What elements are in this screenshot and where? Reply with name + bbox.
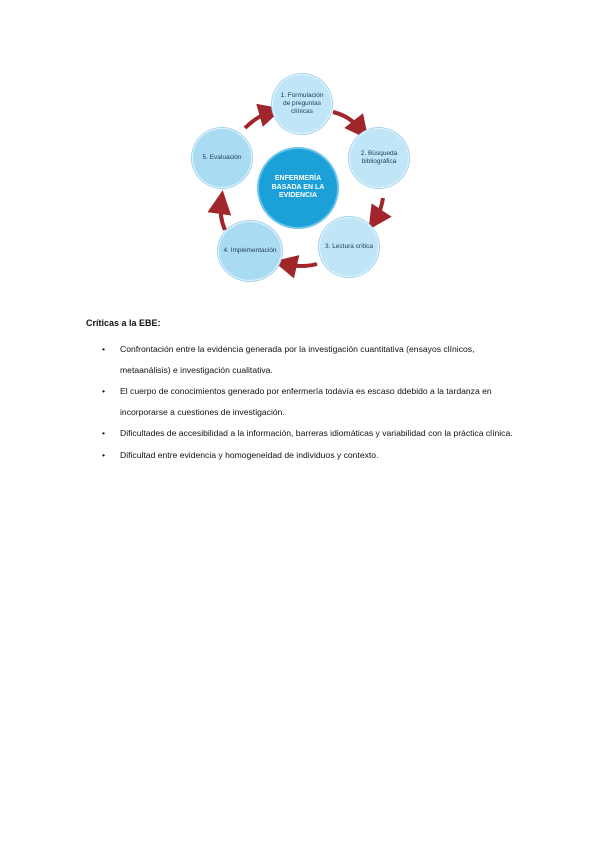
bullet-marker: •: [102, 344, 106, 354]
center-node: [257, 147, 339, 229]
arrow-2-3: [375, 198, 383, 220]
step-node-4-label: 4. Implementación: [223, 247, 277, 254]
arrow-3-4: [285, 264, 317, 266]
bullet-marker: •: [102, 449, 106, 460]
list-item: [86, 423, 526, 444]
list-item-text: El cuerpo de conocimientos generado por enfermería todavía es escaso ddebido a la tardanza en incorporarse a cuestiones de investigación.: [120, 386, 492, 417]
list-item-text: Confrontación entre la evidencia generada por la investigación cuantitativa (ensayos clínicos, metaanálisis) e investigación cualitativa.: [120, 344, 475, 375]
ebe-cycle-diagram: [185, 68, 415, 283]
arrow-1-2: [333, 112, 361, 130]
criticisms-section: [86, 318, 526, 466]
center-node-label: ENFERMERÍA BASADA EN LA EVIDENCIA: [271, 175, 325, 200]
step-node-2: [349, 128, 409, 188]
step-node-3: [319, 217, 379, 277]
arrow-4-5: [221, 202, 226, 230]
step-node-3-label: 3. Lectura crítica: [324, 243, 374, 250]
bullet-marker: •: [102, 428, 106, 438]
step-node-5-label: 5. Evaluación: [202, 154, 242, 161]
step-node-1-label: 1. Formulación de preguntas clínicas: [280, 92, 324, 115]
arrow-5-1: [245, 112, 271, 128]
list-item-text: Dificultades de accesibilidad a la información, barreras idiomáticas y variabilidad con la práctica clínica.: [120, 428, 513, 438]
step-node-1: [272, 74, 332, 134]
step-node-5: [192, 128, 252, 188]
bullet-marker: •: [102, 386, 106, 396]
section-title: Críticas a la EBE:: [86, 318, 161, 328]
list-item: [86, 381, 526, 422]
step-node-4: [218, 221, 282, 281]
list-item-text: Dificultad entre evidencia y homogeneidad de individuos y contexto.: [120, 449, 379, 460]
list-item: [86, 339, 526, 380]
step-node-2-label: 2. Búsqueda bibliográfica: [360, 150, 398, 165]
list-item: [86, 445, 526, 466]
criticisms-list: [86, 339, 526, 465]
